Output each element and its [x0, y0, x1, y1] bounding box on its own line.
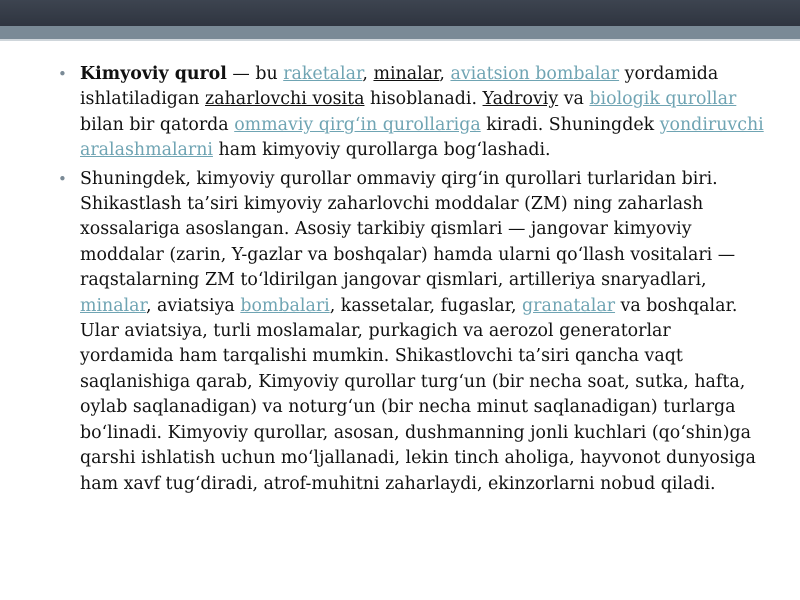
text-span: kiradi. Shuningdek [480, 114, 660, 135]
text-span: hisoblanadi. [364, 89, 483, 110]
bullet-item-1 [56, 62, 764, 164]
slide-accent-strip [0, 26, 800, 39]
link-yondiruvchi-aralashmalarni[interactable]: yondiruvchi aralashmalarni [80, 114, 764, 161]
bullet-list [56, 62, 764, 497]
link-yadroviy[interactable]: Yadroviy [482, 89, 559, 110]
text-span: Shuningdek, kimyoviy qurollar ommaviy qirg‘in qurollari turlaridan biri. Shikastlash ta’siri kimyoviy zaharlovchi moddalar (ZM) ning zaharlash xossalariga asoslangan. Asosiy tarkibiy qismlari — jangovar kimyoviy moddalar (zarin, Y-gazlar va boshqalar) hamda ularni qo‘llash vositalari — raqstalarning ZM to‘ldirilgan jangovar qismlari, artilleriya snaryadlari, [80, 168, 736, 291]
text-span: va [558, 89, 590, 110]
term-kimyoviy-qurol: Kimyoviy qurol [80, 64, 227, 84]
text-span: va boshqalar. Ular aviatsiya, turli moslamalar, purkagich va aerozol generatorlar yordamida ham tarqalishi mumkin. Shikastlovchi ta’siri qancha vaqt saqlanishiga qarab, Kimyoviy qurollar turg‘un (bir necha soat, sutka, hafta, oylab saqlanadigan) va noturg‘un (bir necha minut saqlanadigan) turlarga bo‘linadi. Kimyoviy qurollar, asosan, dushmanning jonli kuchlari (qo‘shin)ga qarshi ishlatish uchun mo‘ljallanadi, lekin tinch aholiga, hayvonot dunyosiga ham xavf tug‘diradi, atrof-muhitni zaharlaydi, ekinzorlarni nobud qiladi. [80, 295, 756, 494]
link-biologik-qurollar[interactable]: biologik qurollar [589, 89, 737, 110]
bullet-icon: • [58, 169, 67, 188]
slide-header-bar [0, 0, 800, 26]
text-span: yordamida ishlatiladigan [80, 64, 719, 110]
slide-accent-strip-edge [0, 39, 800, 41]
text-span: — bu [226, 64, 284, 84]
link-aviatsion-bombalar[interactable]: aviatsion bombalar [450, 64, 620, 84]
bullet-item-2 [56, 167, 764, 497]
text-span: , kassetalar, fugaslar, [329, 295, 523, 316]
text-span: bilan bir qatorda [80, 114, 235, 135]
link-ommaviy-qirgin-qurollariga[interactable]: ommaviy qirg‘in qurollariga [234, 114, 481, 135]
text-span: ham kimyoviy qurollarga bog‘lashadi. [212, 140, 551, 161]
text-span: , [439, 64, 451, 84]
text-span: , aviatsiya [145, 295, 241, 316]
link-bombalari[interactable]: bombalari [240, 295, 330, 316]
bullet-icon: • [58, 65, 67, 83]
link-minalar[interactable]: minalar [373, 64, 440, 84]
link-zaharlovchi-vosita[interactable]: zaharlovchi vosita [205, 89, 365, 110]
link-granatalar[interactable]: granatalar [522, 295, 616, 316]
link-minalar-2[interactable]: minalar [80, 295, 146, 316]
link-raketalar[interactable]: raketalar [283, 64, 363, 84]
slide-content [56, 62, 764, 500]
text-span: , [362, 64, 374, 84]
